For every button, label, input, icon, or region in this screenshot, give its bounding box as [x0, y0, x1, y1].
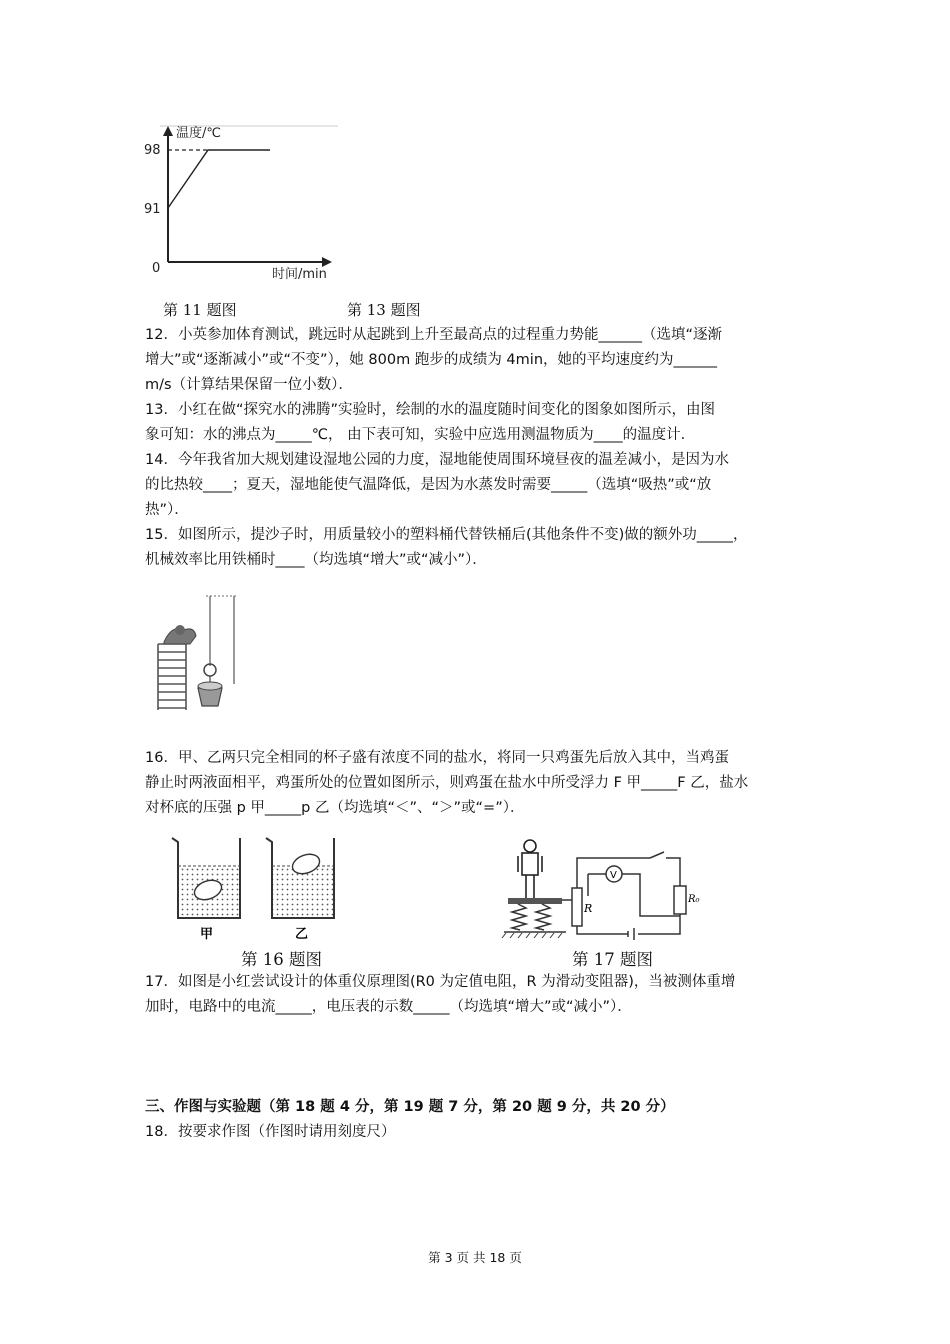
person-figure: [518, 840, 542, 898]
caption-fig11: 第 11 题图: [163, 301, 237, 319]
beakers-illustration: [160, 832, 360, 944]
y-tick-98: 98: [144, 143, 161, 158]
spring-right: [536, 904, 550, 930]
question-17: 17．如图是小红尝试设计的体重仪原理图(R0 为定值电阻，R 为滑动变阻器)，当被测体重增 加时，电路中的电流_____，电压表的示数_____（均选填“增大”或“减小”）．: [145, 974, 736, 1015]
y-axis-arrow: [163, 126, 173, 136]
beaker-left-label: 甲: [200, 927, 214, 942]
section-3-heading: 三、作图与实验题（第 18 题 4 分，第 19 题 7 分，第 20 题 9 分，共 20 分）: [145, 1099, 675, 1115]
question-13: 13．小红在做“探究水的沸腾”实验时，绘制的水的温度随时间变化的图象如图所示，由图 象可知：水的沸点为_____℃， 由下表可知，实验中应选用测温物质为____的温度计．: [145, 402, 715, 443]
question-14: 14．今年我省加大规划建设湿地公园的力度，湿地能使周围环境昼夜的温差减小，是因为水 的比热较____；夏天，湿地能使气温降低，是因为水蒸发时需要_____（选填“吸热”或“放 热”）．: [145, 452, 729, 518]
question-12: 12．小英参加体育测试，跳远时从起跳到上升至最高点的过程重力势能______（选填“逐渐 增大”或“逐渐减小”或“不变”），她 800m 跑步的成绩为 4min，她的平均速度约为______ m/s（计算结果保留一位小数）．: [145, 327, 722, 393]
temperature-time-graph: [140, 122, 350, 282]
question-15: 15．如图所示，提沙子时，用质量较小的塑料桶代替铁桶后(其他条件不变)做的额外功_____， 机械效率比用铁桶时____（均选填“增大”或“减小”）．: [145, 527, 748, 568]
resistor-R0-label: R₀: [688, 894, 700, 905]
caption-fig17: 第 17 题图: [572, 950, 653, 969]
spring-left: [512, 904, 526, 930]
beaker-left: [172, 838, 240, 918]
rheostat-label: R: [584, 902, 593, 915]
rheostat-R: [572, 888, 582, 926]
origin-label: 0: [152, 261, 161, 276]
page-number-footer: 第 3 页 共 18 页: [428, 1250, 522, 1265]
resistor-R0: [674, 886, 686, 914]
x-axis-label: 时间/min: [272, 267, 327, 282]
voltmeter-label: V: [610, 870, 617, 881]
caption-fig16: 第 16 题图: [241, 950, 322, 969]
beaker-right: [266, 838, 334, 918]
scale-platform: [508, 898, 562, 904]
y-axis-label: 温度/℃: [176, 126, 221, 141]
weight-scale-circuit: [500, 836, 700, 942]
x-axis-arrow: [322, 257, 332, 267]
question-16: 16．甲、乙两只完全相同的杯子盛有浓度不同的盐水，将同一只鸡蛋先后放入其中，当鸡蛋 静止时两液面相平，鸡蛋所处的位置如图所示，则鸡蛋在盐水中所受浮力 F 甲_____F 乙，盐水 对杯底的压强 p 甲_____p 乙（均选填“＜”、“＞”或“=”）．: [145, 750, 749, 816]
question-18: 18．按要求作图（作图时请用刻度尺）: [145, 1124, 396, 1140]
temperature-curve: [168, 150, 270, 208]
y-tick-91: 91: [144, 202, 161, 217]
beaker-right-label: 乙: [295, 927, 309, 942]
caption-fig13: 第 13 题图: [347, 301, 421, 319]
pulley-bucket-illustration: [150, 588, 250, 716]
